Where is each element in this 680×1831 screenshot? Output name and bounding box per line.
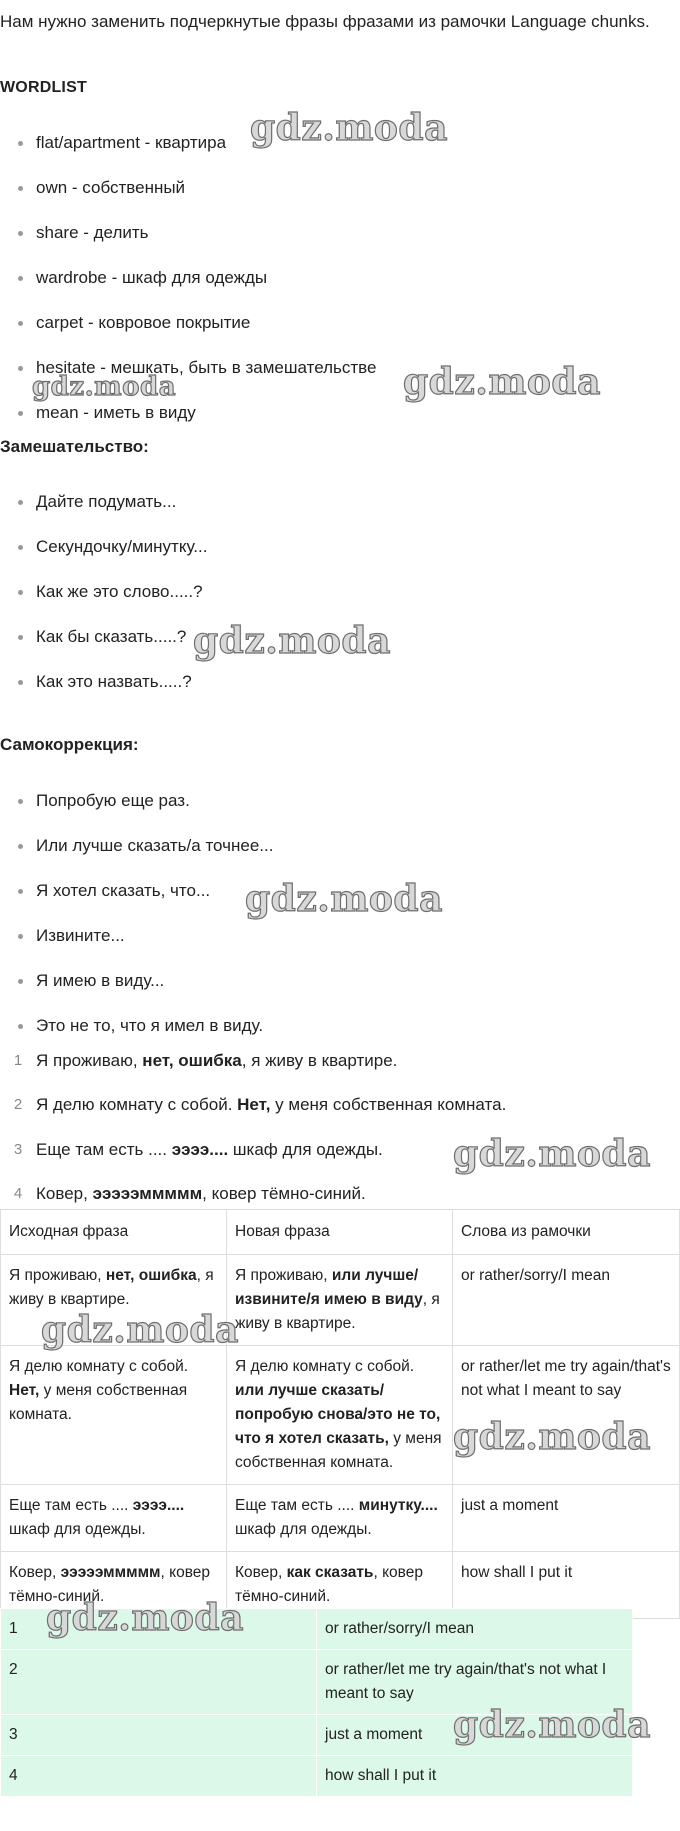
watermark-logo: gdz.moda — [250, 107, 448, 149]
bullet-icon — [18, 590, 23, 595]
selfcorrection-heading: Самокоррекция: — [0, 735, 139, 754]
bullet-icon — [18, 276, 23, 281]
original-phrase-cell: Ковер, эээээммммм, ковер тёмно-синий. — [1, 1552, 227, 1619]
new-phrase-cell: Еще там есть .... минутку.... шкаф для одежды. — [227, 1485, 453, 1552]
bullet-icon — [18, 1024, 23, 1029]
column-header: Исходная фраза — [1, 1210, 227, 1255]
bullet-icon — [18, 231, 23, 236]
watermark-logo: gdz.moda — [453, 1416, 651, 1458]
box-words-cell: or rather/sorry/I mean — [453, 1255, 680, 1346]
watermark-logo: gdz.moda — [32, 372, 177, 402]
original-phrase-cell: Я делю комнату с собой. Нет, у меня собственная комната. — [1, 1346, 227, 1485]
intro-text: Нам нужно заменить подчеркнутые фразы фразами из рамочки Language chunks. — [0, 12, 650, 31]
answer-number: 4 — [1, 1756, 317, 1797]
new-phrase-cell: Ковер, как сказать, ковер тёмно-синий. — [227, 1552, 453, 1619]
answer-text: or rather/sorry/I mean — [317, 1609, 633, 1650]
hesitation-heading: Замешательство: — [0, 437, 149, 456]
bullet-icon — [18, 680, 23, 685]
bullet-icon — [18, 500, 23, 505]
table-row — [1, 1346, 680, 1485]
answer-text: how shall I put it — [317, 1756, 633, 1797]
column-header: Новая фраза — [227, 1210, 453, 1255]
answer-number: 2 — [1, 1650, 317, 1715]
bullet-icon — [18, 321, 23, 326]
box-words-cell: how shall I put it — [453, 1552, 680, 1619]
watermark-logo: gdz.moda — [403, 361, 601, 403]
bullet-icon — [18, 889, 23, 894]
box-words-cell: just a moment — [453, 1485, 680, 1552]
bullet-icon — [18, 979, 23, 984]
new-phrase-cell: Я проживаю, или лучше/ извините/я имею в виду, я живу в квартире. — [227, 1255, 453, 1346]
bullet-icon — [18, 411, 23, 416]
bullet-icon — [18, 799, 23, 804]
watermark-logo: gdz.moda — [453, 1704, 651, 1746]
answer-text: just a moment — [317, 1715, 633, 1756]
column-header: Слова из рамочки — [453, 1210, 680, 1255]
table-row — [1, 1756, 633, 1797]
original-phrase-cell: Еще там есть .... ээээ.... шкаф для одежды. — [1, 1485, 227, 1552]
bullet-icon — [18, 934, 23, 939]
wordlist-heading: WORDLIST — [0, 79, 87, 96]
box-words-cell: or rather/let me try again/that's not what I meant to say — [453, 1346, 680, 1485]
answer-number: 3 — [1, 1715, 317, 1756]
watermark-logo: gdz.moda — [245, 878, 443, 920]
watermark-logo: gdz.moda — [46, 1597, 244, 1639]
bullet-icon — [18, 141, 23, 146]
answer-number: 1 — [1, 1609, 317, 1650]
answer-text: or rather/let me try again/that's not what I meant to say — [317, 1650, 633, 1715]
new-phrase-cell: Я делю комнату с собой. или лучше сказать/ попробую снова/это не то, что я хотел сказать, у меня собственная комната. — [227, 1346, 453, 1485]
table-header-row — [1, 1210, 680, 1255]
watermark-logo: gdz.moda — [453, 1133, 651, 1175]
original-phrase-cell: Я проживаю, нет, ошибка, я живу в квартире. — [1, 1255, 227, 1346]
bullet-icon — [18, 366, 23, 371]
bullet-icon — [18, 844, 23, 849]
table-row — [1, 1485, 680, 1552]
phrases-table — [0, 1209, 680, 1619]
bullet-icon — [18, 635, 23, 640]
bullet-icon — [18, 545, 23, 550]
watermark-logo: gdz.moda — [41, 1309, 239, 1351]
watermark-logo: gdz.moda — [193, 620, 391, 662]
bullet-icon — [18, 186, 23, 191]
